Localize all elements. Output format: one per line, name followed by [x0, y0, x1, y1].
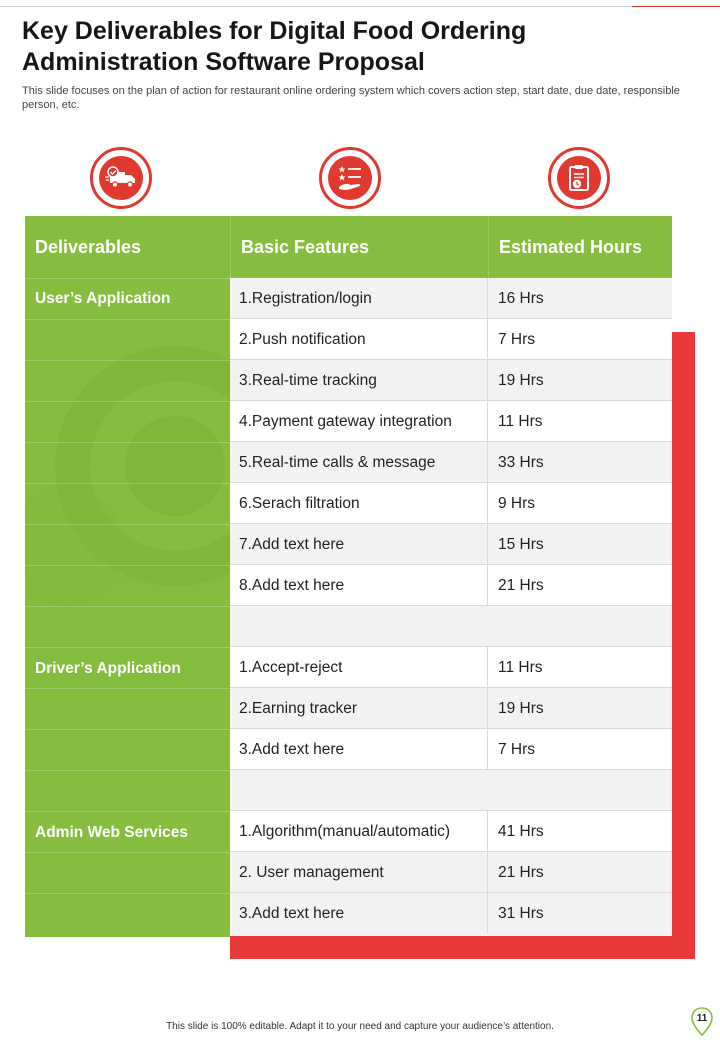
empty-cell [230, 770, 488, 811]
green-divider [25, 565, 230, 566]
feature-cell: 7.Add text here [230, 524, 488, 565]
hours-cell: 41 Hrs [498, 822, 544, 840]
feature-cell: 2. User management [230, 852, 488, 893]
table-row [230, 442, 672, 483]
hours-cell: 9 Hrs [498, 494, 536, 512]
table-row [230, 401, 672, 442]
feature-cell: 1.Algorithm(manual/automatic) [230, 811, 488, 852]
feature-cell: 3.Real-time tracking [230, 360, 488, 401]
green-divider [25, 360, 230, 361]
table-row [230, 852, 672, 893]
delivery-truck-icon [99, 156, 143, 200]
feature-cell: 3.Add text here [230, 729, 488, 770]
feature-cell: 2.Earning tracker [230, 688, 488, 729]
hours-cell: 7 Hrs [498, 740, 536, 758]
green-divider [25, 729, 230, 730]
header-basic-features: Basic Features [230, 216, 488, 278]
table-row [230, 360, 672, 401]
hours-cell: 11 Hrs [498, 412, 543, 430]
hours-cell: 33 Hrs [498, 453, 544, 471]
feature-cell: 1.Registration/login [230, 278, 488, 319]
checklist-hand-icon-badge [319, 147, 381, 209]
feature-cell: 8.Add text here [230, 565, 488, 606]
table-row [230, 688, 672, 729]
hours-cell: 31 Hrs [498, 904, 544, 922]
hours-cell: 21 Hrs [498, 576, 544, 594]
table-row [230, 811, 672, 852]
green-divider [25, 606, 230, 607]
section-users-application: User’s Application [35, 289, 171, 307]
page-title: Key Deliverables for Digital Food Ordering Administration Software Proposal [22, 17, 527, 76]
hours-cell: 15 Hrs [498, 535, 544, 553]
table-row [230, 524, 672, 565]
green-divider [25, 319, 230, 320]
section-admin-web-services: Admin Web Services [35, 823, 189, 841]
hours-cell: 19 Hrs [498, 371, 544, 389]
table-row [230, 565, 672, 606]
table-row [230, 319, 672, 360]
checklist-hand-icon [328, 156, 372, 200]
feature-cell: 5.Real-time calls & message [230, 442, 488, 483]
clipboard-clock-icon [557, 156, 601, 200]
table-row [230, 893, 672, 936]
feature-cell: 6.Serach filtration [230, 483, 488, 524]
hours-cell: 21 Hrs [498, 863, 544, 881]
empty-cell [230, 606, 488, 647]
header-estimated-hours: Estimated Hours [488, 216, 672, 278]
top-accent-line [632, 6, 720, 7]
hours-cell: 16 Hrs [498, 289, 544, 307]
green-divider [25, 442, 230, 443]
footer-note: This slide is 100% editable. Adapt it to your need and capture your audience’s attention. [166, 1021, 554, 1032]
feature-cell: 4.Payment gateway integration [230, 401, 488, 442]
hours-cell: 11 Hrs [498, 658, 543, 676]
table-row [230, 483, 672, 524]
section-drivers-application: Driver’s Application [35, 659, 181, 677]
feature-cell: 1.Accept-reject [230, 647, 488, 688]
table-row [230, 278, 672, 319]
hours-cell: 19 Hrs [498, 699, 544, 717]
green-divider [25, 770, 230, 771]
delivery-truck-icon-badge [90, 147, 152, 209]
page-subtitle: This slide focuses on the plan of action for restaurant online ordering system which covers action step, start date, due date, responsible person, etc. [22, 85, 680, 111]
green-divider [25, 524, 230, 525]
feature-cell: 3.Add text here [230, 893, 488, 934]
page-number: 11 [696, 1013, 708, 1024]
green-divider [25, 401, 230, 402]
green-divider [25, 483, 230, 484]
spacer-row [230, 606, 672, 647]
table-row [230, 647, 672, 688]
top-divider [0, 6, 632, 7]
spacer-row [230, 770, 672, 811]
feature-cell: 2.Push notification [230, 319, 488, 360]
green-divider [25, 893, 230, 894]
clipboard-clock-icon-badge [548, 147, 610, 209]
table-row [230, 729, 672, 770]
header-deliverables: Deliverables [25, 216, 230, 278]
hours-cell: 7 Hrs [498, 330, 536, 348]
